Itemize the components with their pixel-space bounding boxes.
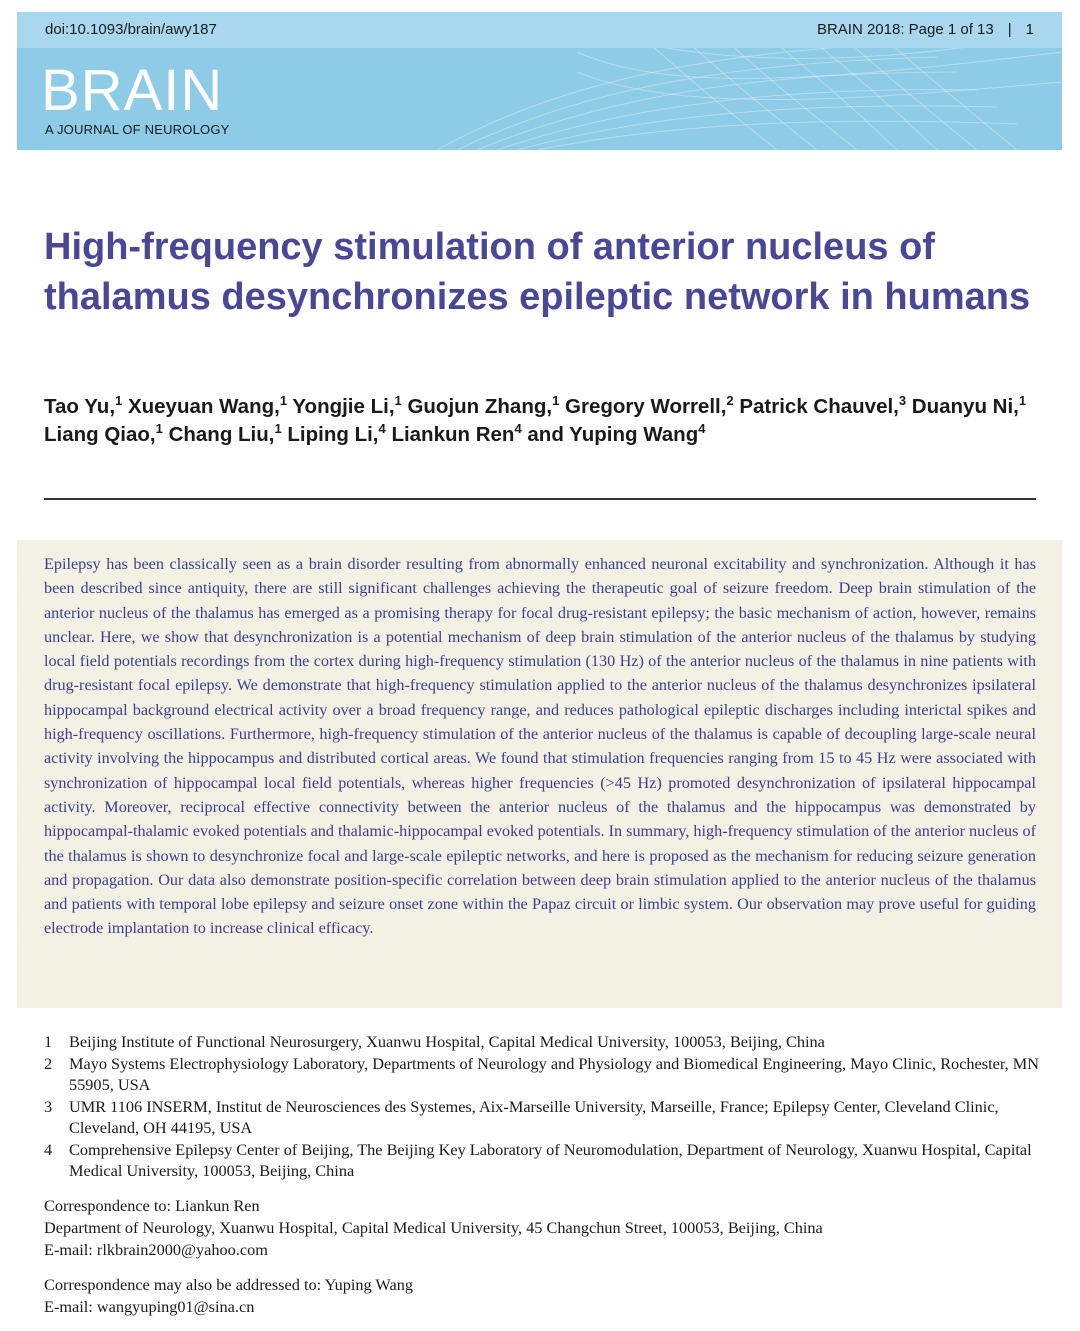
journal-subtitle: A JOURNAL OF NEUROLOGY	[45, 122, 230, 137]
alt-correspondence	[44, 1274, 1039, 1318]
affiliation-text: Comprehensive Epilepsy Center of Beijing, The Beijing Key Laboratory of Neuromodulation, Department of Neurology, Xuanwu Hospital, Capital Medical University, 100053, Beijing, China	[69, 1139, 1032, 1180]
abstract-text: Epilepsy has been classically seen as a brain disorder resulting from abnormally enhanced neuronal excitability and synchronization. Although it has been described since antiquity, there are still significant challenges achieving the therapeutic goal of seizure freedom. Deep brain stimulation of the anterior nucleus of the thalamus has emerged as a promising therapy for focal drug-resistant epilepsy; the basic mechanism of action, however, remains unclear. Here, we show that desynchronization is a potential mechanism of deep brain stimulation of the anterior nucleus of the thalamus by studying local field potentials recordings from the cortex during high-frequency stimulation (130 Hz) of the anterior nucleus of the thalamus in nine patients with drug-resistant focal epilepsy. We demonstrate that high-frequency stimulation applied to the anterior nucleus of the thalamus desynchronizes ipsilateral hippocampal background electrical activity over a broad frequency range, and reduces pathological epileptic discharges including interictal spikes and high-frequency oscillations. Furthermore, high-frequency stimulation of the anterior nucleus of the thalamus is capable of decoupling large-scale neural activity involving the hippocampus and distributed cortical areas. We found that stimulation frequencies ranging from 15 to 45 Hz were associated with synchronization of hippocampal local field potentials, whereas higher frequencies (>45 Hz) promoted desynchronization of ipsilateral hippocampal activity. Moreover, reciprocal effective connectivity between the anterior nucleus of the thalamus and the hippocampus was demonstrated by hippocampal-thalamic evoked potentials and thalamic-hippocampal evoked potentials. In summary, high-frequency stimulation of the anterior nucleus of the thalamus is shown to desynchronize focal and large-scale epileptic networks, and here is proposed as the mechanism for reducing seizure generation and propagation. Our data also demonstrate position-specific correlation between deep brain stimulation applied to the anterior nucleus of the thalamus and patients with temporal lobe epilepsy and seizure onset zone within the Papaz circuit or limbic system. Our observation may prove useful for guiding electrode implantation to increase clinical efficacy.	[44, 555, 1036, 938]
author-name: Yuping Wang	[569, 423, 699, 446]
affiliation-marker: 1	[279, 393, 288, 409]
affiliation-item	[44, 1031, 1039, 1053]
affiliation-marker: 1	[155, 421, 163, 437]
affiliation-marker: 1	[115, 393, 123, 409]
affiliation-marker: 1	[394, 393, 402, 409]
author-name: Gregory Worrell,	[565, 395, 727, 418]
author-name: Liankun Ren	[391, 423, 515, 446]
affiliation-text: UMR 1106 INSERM, Institut de Neurosciences des Systemes, Aix-Marseille University, Marseille, France; Epilepsy Center, Cleveland Clinic, Cleveland, OH 44195, USA	[69, 1096, 999, 1137]
affiliation-marker: 4	[378, 421, 386, 437]
author-list	[44, 393, 1034, 449]
affiliation-item	[44, 1096, 1039, 1139]
paper-title: High-frequency stimulation of anterior nucleus of thalamus desynchronizes epileptic network in humans	[44, 226, 1031, 318]
author-name: Xueyuan Wang,	[127, 395, 280, 418]
divider-rule	[44, 498, 1036, 500]
author-name: Liping Li,	[287, 423, 379, 446]
author-name: Duanyu Ni,	[911, 395, 1019, 418]
journal-logo: BRAIN	[41, 58, 224, 123]
affiliation-number: 1	[44, 1032, 53, 1051]
correspondence-address: Department of Neurology, Xuanwu Hospital, Capital Medical University, 45 Changchun Street, 100053, Beijing, China	[44, 1218, 823, 1237]
alt-correspondence-name: Correspondence may also be addressed to: Yuping Wang	[44, 1275, 413, 1294]
affiliation-marker: 4	[514, 421, 522, 437]
affiliation-marker: 1	[274, 421, 282, 437]
correspondence-email[interactable]: E-mail: rlkbrain2000@yahoo.com	[44, 1240, 268, 1259]
affiliation-number: 4	[44, 1139, 53, 1159]
correspondence	[44, 1195, 1039, 1261]
affiliation-item	[44, 1139, 1039, 1182]
alt-correspondence-email[interactable]: E-mail: wangyuping01@sina.cn	[44, 1297, 255, 1316]
affiliation-marker: 3	[898, 393, 907, 409]
author-name: Patrick Chauvel,	[739, 395, 899, 418]
divider: |	[1007, 21, 1012, 38]
page-info	[817, 21, 1034, 38]
abstract-box	[17, 540, 1062, 1008]
affiliation-item	[44, 1053, 1039, 1096]
affiliation-marker: 4	[698, 421, 706, 437]
author-name: Yongjie Li,	[292, 395, 395, 418]
author-name: and	[527, 423, 564, 446]
affiliation-number: 3	[44, 1096, 53, 1116]
affiliation-number: 2	[44, 1053, 53, 1073]
page-info-text: BRAIN 2018: Page 1 of 13	[816, 21, 994, 38]
affiliations	[44, 1031, 1039, 1182]
author-name: Tao Yu,	[44, 395, 116, 418]
affiliation-text: Beijing Institute of Functional Neurosurgery, Xuanwu Hospital, Capital Medical University, 100053, Beijing, China	[69, 1032, 825, 1051]
affiliation-marker: 2	[726, 393, 734, 409]
affiliation-marker: 1	[552, 393, 560, 409]
author-name: Chang Liu,	[168, 423, 275, 446]
journal-banner	[17, 12, 1062, 150]
page-number: 1	[1025, 21, 1034, 38]
affiliation-text: Mayo Systems Electrophysiology Laboratory, Departments of Neurology and Physiology and Biomedical Engineering, Mayo Clinic, Rochester, MN 55905, USA	[69, 1053, 1040, 1094]
author-name: Liang Qiao,	[44, 423, 156, 446]
correspondence-name: Correspondence to: Liankun Ren	[44, 1196, 260, 1215]
affiliation-marker: 1	[1018, 393, 1027, 409]
author-name: Guojun Zhang,	[407, 395, 553, 418]
doi[interactable]: doi:10.1093/brain/awy187	[45, 21, 217, 38]
